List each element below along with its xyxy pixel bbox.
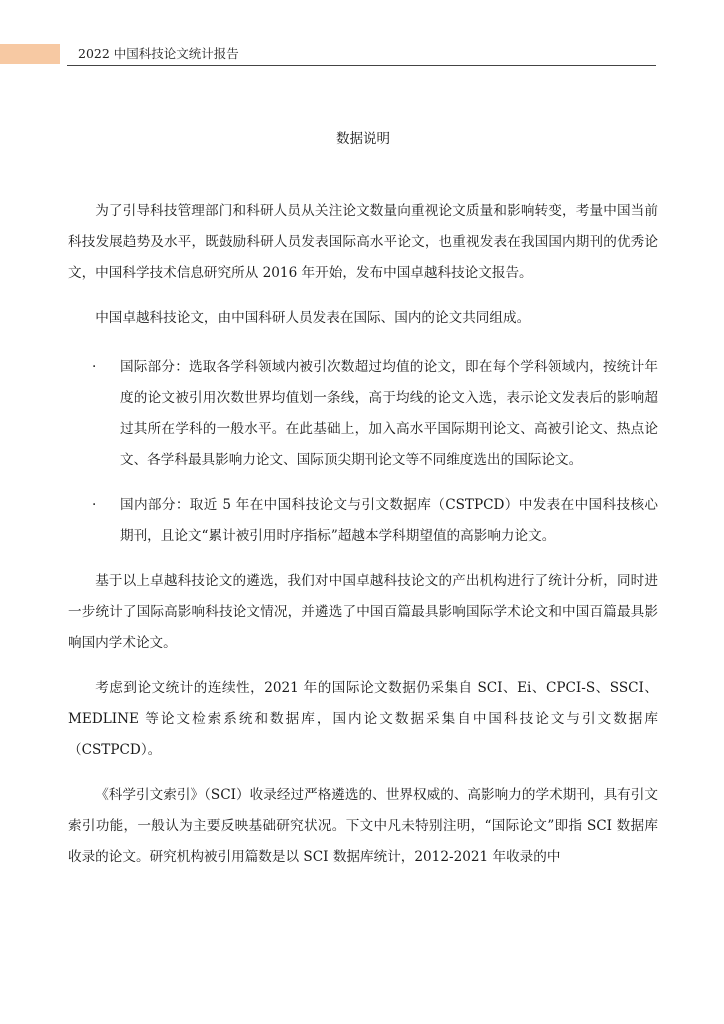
page-content	[68, 128, 658, 887]
header-accent-bar	[0, 44, 60, 64]
running-header-title: 2022 中国科技论文统计报告	[78, 46, 239, 61]
bullet-dot: ·	[92, 497, 97, 513]
paragraph-intro: 为了引导科技管理部门和科研人员从关注论文数量向重视论文质量和影响转变，考量中国当前科技发展趋势及水平，既鼓励科研人员发表国际高水平论文，也重视发表在我国国内期刊的优秀论文，中国科学技术信息研究所从 2016 年开始，发布中国卓越科技论文报告。	[68, 203, 658, 281]
bullet-text: 国际部分：选取各学科领域内被引次数超过均值的论文，即在每个学科领域内，按统计年度的论文被引用次数世界均值划一条线，高于均线的论文入选，表示论文发表后的影响超过其所在学科的一般水平。在此基础上，加入高水平国际期刊论文、高被引论文、热点论文、各学科最具影响力论文、国际顶尖期刊论文等不同维度选出的国际论文。	[120, 359, 658, 468]
section-title: 数据说明	[336, 131, 390, 147]
bullet-international	[68, 352, 658, 476]
bullet-text: 国内部分：取近 5 年在中国科技论文与引文数据库（CSTPCD）中发表在中国科技核心期刊，且论文“累计被引用时序指标”超越本学科期望值的高影响力论文。	[120, 497, 658, 544]
paragraph-sci: 《科学引文索引》（SCI）收录经过严格遴选的、世界权威的、高影响力的学术期刊，具有引文索引功能，一般认为主要反映基础研究状况。下文中凡未特别注明，“国际论文”即指 SCI 数据库收录的论文。研究机构被引用篇数是以 SCI 数据库统计，2012-2021 年收录的中	[68, 787, 658, 865]
bullet-dot: ·	[92, 359, 97, 375]
paragraph-data-sources: 考虑到论文统计的连续性，2021 年的国际论文数据仍采集自 SCI、Ei、CPCI-S、SSCI、MEDLINE 等论文检索系统和数据库，国内论文数据采集自中国科技论文与引文数据库（CSTPCD）。	[68, 680, 658, 758]
paragraph-composition: 中国卓越科技论文，由中国科研人员发表在国际、国内的论文共同组成。	[95, 310, 531, 326]
paragraph-selection: 基于以上卓越科技论文的遴选，我们对中国卓越科技论文的产出机构进行了统计分析，同时进一步统计了国际高影响科技论文情况，并遴选了中国百篇最具影响国际学术论文和中国百篇最具影响国内学术论文。	[68, 573, 658, 651]
header-divider	[67, 65, 656, 66]
bullet-domestic	[68, 490, 658, 552]
